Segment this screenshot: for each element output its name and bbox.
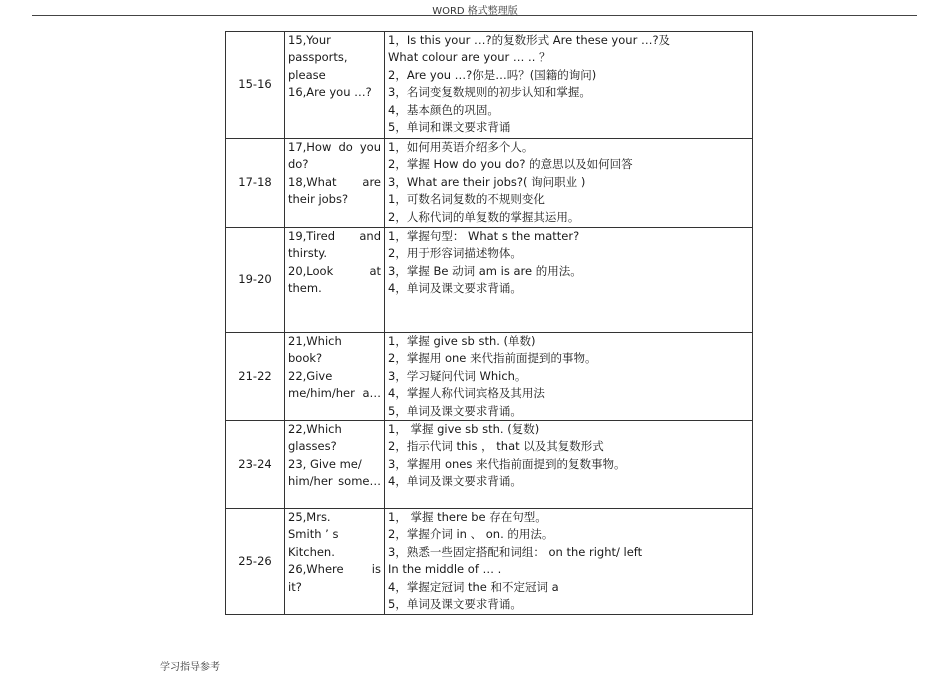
goal-item: 2，人称代词的单复数的掌握其运用。	[388, 209, 580, 224]
lesson-title-line: 19,Tired and	[288, 229, 381, 243]
lesson-title-line: 17,How do you	[288, 140, 381, 154]
goal-item: 2，掌握 How do you do? 的意思以及如何回答	[388, 157, 633, 172]
goal-item: 4，掌握人称代词宾格及其用法	[388, 386, 545, 401]
units-cell: 23-24	[226, 421, 285, 509]
table-row	[226, 421, 753, 509]
lesson-plan-table	[225, 31, 753, 615]
lessons-cell	[285, 228, 385, 333]
lesson-title-line: please	[288, 67, 326, 82]
page-footer: 学习指导参考	[160, 662, 220, 673]
table-row	[226, 509, 753, 615]
lesson-title-line: me/him/her a…	[288, 386, 381, 401]
goal-item: 1， 掌握 there be 存在句型。	[388, 510, 547, 525]
goal-item: 1，如何用英语介绍多个人。	[388, 140, 534, 154]
goals-cell	[385, 32, 753, 139]
lesson-title-line: their jobs?	[288, 192, 349, 207]
lesson-title-line: thirsty.	[288, 246, 328, 261]
goal-item: 4，掌握定冠词 the 和不定冠词 a	[388, 579, 559, 594]
lesson-title-line: 22,Which	[288, 422, 342, 437]
lesson-title-line: them.	[288, 281, 322, 296]
lessons-cell	[285, 32, 385, 139]
lesson-title-line: passports,	[288, 50, 348, 65]
units-cell: 17-18	[226, 139, 285, 228]
units-cell: 15-16	[226, 32, 285, 139]
lesson-title-line: 23, Give me/	[288, 456, 362, 471]
lesson-title-line: it?	[288, 579, 302, 594]
goal-item: 3，学习疑问代词 Which。	[388, 368, 527, 383]
lesson-title-line: him/her some…	[288, 474, 381, 489]
table-row	[226, 333, 753, 421]
goal-item: 4，基本颜色的巩固。	[388, 102, 499, 117]
goal-item: 2，掌握用 one 来代指前面提到的事物。	[388, 351, 597, 366]
units-cell: 21-22	[226, 333, 285, 421]
goal-item: 4，单词及课文要求背诵。	[388, 281, 522, 296]
lesson-title-line: 21,Which	[288, 334, 342, 348]
goal-item: 5，单词和课文要求背诵	[388, 120, 511, 135]
lesson-title-line: 18,What are	[288, 174, 381, 189]
goal-item: 3，掌握 Be 动词 am is are 的用法。	[388, 263, 582, 278]
lesson-title-line: 16,Are you …?	[288, 85, 372, 100]
goal-item: In the middle of … .	[388, 562, 502, 577]
lesson-title-line: book?	[288, 351, 323, 366]
goal-item: 1，掌握句型： What s the matter?	[388, 229, 580, 243]
table-row	[226, 32, 753, 139]
goals-cell	[385, 509, 753, 615]
lesson-title-line: 22,Give	[288, 368, 333, 383]
lesson-title-line: glasses?	[288, 439, 337, 454]
lessons-cell	[285, 509, 385, 615]
header-rule	[32, 15, 917, 16]
goal-item: 5，单词及课文要求背诵。	[388, 597, 522, 612]
goal-item: 1， 掌握 give sb sth. (复数)	[388, 422, 540, 437]
goal-item: 2，用于形容词描述物体。	[388, 246, 522, 261]
lesson-title-line: 20,Look at	[288, 263, 381, 278]
goal-item: 1，掌握 give sb sth. (单数)	[388, 334, 536, 348]
goals-cell	[385, 139, 753, 228]
goal-item: 1，可数名词复数的不规则变化	[388, 192, 545, 207]
lesson-title-line: 15,Your	[288, 33, 331, 47]
goal-item: 3，掌握用 ones 来代指前面提到的复数事物。	[388, 456, 626, 471]
goal-item: 2，Are you …?你是…吗？(国籍的询问)	[388, 67, 597, 82]
units-cell: 25-26	[226, 509, 285, 615]
lessons-cell	[285, 139, 385, 228]
goals-cell	[385, 421, 753, 509]
goal-item: What colour are your … .. ？	[388, 50, 551, 65]
goal-item: 3，名词变复数规则的初步认知和掌握。	[388, 85, 591, 100]
lesson-title-line: Kitchen.	[288, 544, 335, 559]
units-cell: 19-20	[226, 228, 285, 333]
goals-cell	[385, 228, 753, 333]
goal-item: 1，Is this your …?的复数形式 Are these your …?及	[388, 33, 671, 47]
goal-item: 3，熟悉一些固定搭配和词组： on the right/ left	[388, 544, 643, 559]
goal-item: 4，单词及课文要求背诵。	[388, 474, 522, 489]
lesson-title-line: 25,Mrs.	[288, 510, 331, 525]
goal-item: 2，掌握介词 in 、 on. 的用法。	[388, 527, 554, 542]
page-header: WORD 格式整理版	[432, 6, 518, 17]
table-row	[226, 139, 753, 228]
goal-item: 3，What are their jobs?( 询问职业 )	[388, 174, 586, 189]
lessons-cell	[285, 333, 385, 421]
lesson-title-line: do?	[288, 157, 309, 172]
lesson-title-line: Smith ’ s	[288, 527, 339, 542]
lessons-cell	[285, 421, 385, 509]
goals-cell	[385, 333, 753, 421]
goal-item: 5，单词及课文要求背诵。	[388, 403, 522, 418]
lesson-title-line: 26,Where is	[288, 562, 381, 577]
goal-item: 2，指示代词 this ， that 以及其复数形式	[388, 439, 604, 454]
table-row	[226, 228, 753, 333]
